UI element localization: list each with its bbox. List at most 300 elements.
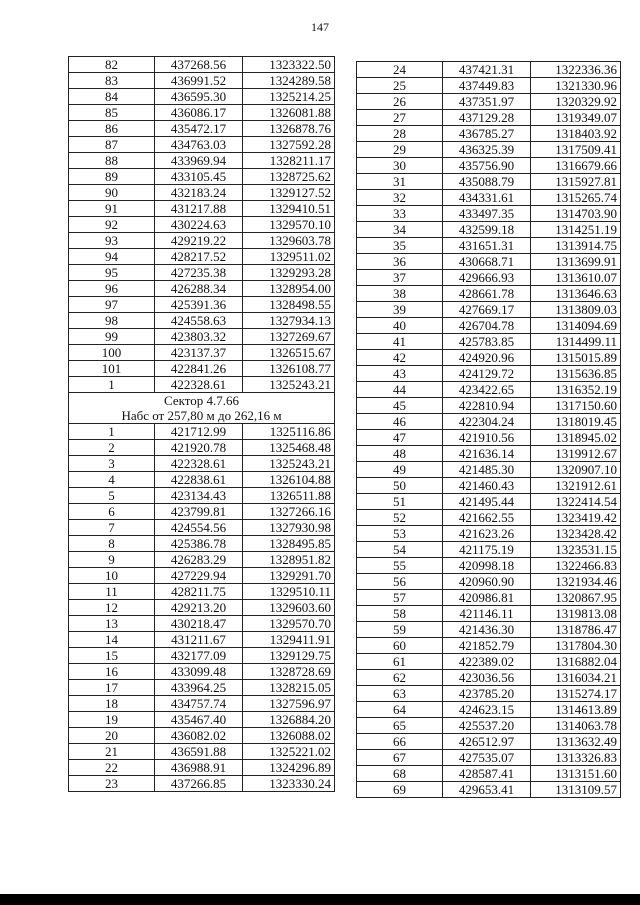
point-number: 9: [69, 552, 155, 568]
point-number: 64: [357, 702, 443, 718]
point-number: 86: [69, 121, 155, 137]
point-number: 83: [69, 73, 155, 89]
point-number: 27: [357, 110, 443, 126]
coordinate-x: 428211.75: [155, 584, 243, 600]
table-row: [357, 174, 621, 190]
coordinate-y: 1322336.36: [531, 62, 621, 78]
coordinate-y: 1326088.02: [243, 728, 335, 744]
point-number: 68: [357, 766, 443, 782]
coordinate-y: 1328728.69: [243, 664, 335, 680]
point-number: 101: [69, 361, 155, 377]
coordinate-x: 421146.11: [443, 606, 531, 622]
coordinate-y: 1323531.15: [531, 542, 621, 558]
coordinate-x: 426288.34: [155, 281, 243, 297]
coordinate-y: 1315265.74: [531, 190, 621, 206]
table-row: [357, 62, 621, 78]
point-number: 94: [69, 249, 155, 265]
scan-bottom-edge: [0, 894, 640, 905]
coordinate-y: 1314251.19: [531, 222, 621, 238]
coordinate-y: 1326884.20: [243, 712, 335, 728]
point-number: 3: [69, 456, 155, 472]
point-number: 100: [69, 345, 155, 361]
coordinate-x: 427535.07: [443, 750, 531, 766]
table-row: [69, 456, 335, 472]
section-title: Сектор 4.7.66: [69, 393, 335, 409]
coordinate-y: 1319912.67: [531, 446, 621, 462]
point-number: 48: [357, 446, 443, 462]
coordinate-x: 424554.56: [155, 520, 243, 536]
point-number: 31: [357, 174, 443, 190]
point-number: 90: [69, 185, 155, 201]
point-number: 89: [69, 169, 155, 185]
point-number: 98: [69, 313, 155, 329]
coordinate-y: 1314613.89: [531, 702, 621, 718]
table-row: [357, 622, 621, 638]
coordinate-x: 425537.20: [443, 718, 531, 734]
table-row: [69, 73, 335, 89]
coordinate-x: 435756.90: [443, 158, 531, 174]
coordinate-x: 428661.78: [443, 286, 531, 302]
coordinate-x: 431211.67: [155, 632, 243, 648]
coordinate-x: 421910.56: [443, 430, 531, 446]
coordinate-y: 1321330.96: [531, 78, 621, 94]
point-number: 22: [69, 760, 155, 776]
coordinate-x: 421662.55: [443, 510, 531, 526]
coordinate-y: 1326515.67: [243, 345, 335, 361]
coordinate-x: 422304.24: [443, 414, 531, 430]
table-row: [69, 584, 335, 600]
table-row: [69, 696, 335, 712]
point-number: 91: [69, 201, 155, 217]
point-number: 61: [357, 654, 443, 670]
table-row: [357, 270, 621, 286]
table-row: [357, 94, 621, 110]
coordinate-y: 1319349.07: [531, 110, 621, 126]
coordinate-x: 430224.63: [155, 217, 243, 233]
point-number: 14: [69, 632, 155, 648]
coordinate-x: 423134.43: [155, 488, 243, 504]
table-row: [69, 57, 335, 73]
table-row: [69, 424, 335, 440]
coordinate-x: 421460.43: [443, 478, 531, 494]
coordinate-x: 430218.47: [155, 616, 243, 632]
point-number: 93: [69, 233, 155, 249]
point-number: 12: [69, 600, 155, 616]
coordinate-y: 1325221.02: [243, 744, 335, 760]
coordinate-y: 1316352.19: [531, 382, 621, 398]
point-number: 32: [357, 190, 443, 206]
coordinate-x: 433099.48: [155, 664, 243, 680]
coordinate-x: 432183.24: [155, 185, 243, 201]
section-subtitle: Набс от 257,80 м до 262,16 м: [69, 408, 335, 424]
coordinate-x: 420986.81: [443, 590, 531, 606]
coordinate-y: 1329570.70: [243, 616, 335, 632]
coordinate-y: 1322414.54: [531, 494, 621, 510]
point-number: 92: [69, 217, 155, 233]
table-row: [69, 297, 335, 313]
coordinate-y: 1320329.92: [531, 94, 621, 110]
point-number: 41: [357, 334, 443, 350]
table-row: [69, 329, 335, 345]
coordinate-y: 1328215.05: [243, 680, 335, 696]
coordinate-y: 1313699.91: [531, 254, 621, 270]
point-number: 47: [357, 430, 443, 446]
table-row: [69, 217, 335, 233]
coordinate-x: 434331.61: [443, 190, 531, 206]
table-row: [357, 542, 621, 558]
point-number: 51: [357, 494, 443, 510]
table-row: [357, 158, 621, 174]
coordinate-y: 1321934.46: [531, 574, 621, 590]
table-row: [69, 89, 335, 105]
coordinate-y: 1325116.86: [243, 424, 335, 440]
table-row: [69, 377, 335, 393]
point-number: 95: [69, 265, 155, 281]
table-row: [69, 520, 335, 536]
point-number: 2: [69, 440, 155, 456]
table-row: [69, 201, 335, 217]
coordinate-x: 429219.22: [155, 233, 243, 249]
table-row: [357, 782, 621, 798]
coordinate-y: 1329129.75: [243, 648, 335, 664]
coordinate-x: 422328.61: [155, 456, 243, 472]
coordinate-x: 423422.65: [443, 382, 531, 398]
table-row: [357, 414, 621, 430]
table-row: [69, 265, 335, 281]
table-row: [357, 78, 621, 94]
point-number: 39: [357, 302, 443, 318]
point-number: 40: [357, 318, 443, 334]
coordinate-x: 427669.17: [443, 302, 531, 318]
coordinate-y: 1321912.61: [531, 478, 621, 494]
coordinate-x: 420960.90: [443, 574, 531, 590]
table-row: [357, 654, 621, 670]
table-row: [69, 744, 335, 760]
table-row: [69, 664, 335, 680]
point-number: 11: [69, 584, 155, 600]
point-number: 24: [357, 62, 443, 78]
table-row: [69, 632, 335, 648]
point-number: 84: [69, 89, 155, 105]
coordinate-x: 435472.17: [155, 121, 243, 137]
coordinate-y: 1328725.62: [243, 169, 335, 185]
coordinate-y: 1323322.50: [243, 57, 335, 73]
table-row: [357, 574, 621, 590]
point-number: 85: [69, 105, 155, 121]
coordinate-y: 1317804.30: [531, 638, 621, 654]
table-row: [69, 121, 335, 137]
point-number: 60: [357, 638, 443, 654]
coordinate-y: 1329603.78: [243, 233, 335, 249]
coordinate-x: 426283.29: [155, 552, 243, 568]
table-row: [357, 110, 621, 126]
coordinate-x: 422328.61: [155, 377, 243, 393]
coordinate-y: 1316882.04: [531, 654, 621, 670]
coordinate-y: 1329411.91: [243, 632, 335, 648]
coordinate-y: 1319813.08: [531, 606, 621, 622]
table-row: [357, 350, 621, 366]
coordinate-x: 437449.83: [443, 78, 531, 94]
table-row: [69, 233, 335, 249]
coordinate-x: 428217.52: [155, 249, 243, 265]
coordinate-y: 1326108.77: [243, 361, 335, 377]
coordinate-y: 1329603.60: [243, 600, 335, 616]
table-row: [69, 648, 335, 664]
table-row: [357, 766, 621, 782]
point-number: 26: [357, 94, 443, 110]
table-row: [69, 472, 335, 488]
coordinate-x: 429653.41: [443, 782, 531, 798]
coordinate-y: 1329410.51: [243, 201, 335, 217]
point-number: 97: [69, 297, 155, 313]
point-number: 62: [357, 670, 443, 686]
table-row: [357, 526, 621, 542]
point-number: 52: [357, 510, 443, 526]
table-row: [357, 254, 621, 270]
coordinate-y: 1329510.11: [243, 584, 335, 600]
coordinate-y: 1313610.07: [531, 270, 621, 286]
coordinate-y: 1314094.69: [531, 318, 621, 334]
coordinate-y: 1329570.10: [243, 217, 335, 233]
coordinate-x: 433497.35: [443, 206, 531, 222]
section-subtitle-row: [69, 408, 335, 424]
point-number: 67: [357, 750, 443, 766]
coordinate-x: 425783.85: [443, 334, 531, 350]
table-row: [357, 334, 621, 350]
table-row: [69, 345, 335, 361]
coordinate-y: 1313632.49: [531, 734, 621, 750]
table-row: [357, 222, 621, 238]
table-row: [69, 185, 335, 201]
coordinate-x: 434757.74: [155, 696, 243, 712]
table-row: [69, 712, 335, 728]
coordinate-x: 436086.17: [155, 105, 243, 121]
point-number: 53: [357, 526, 443, 542]
table-row: [69, 488, 335, 504]
coordinate-y: 1317150.60: [531, 398, 621, 414]
point-number: 35: [357, 238, 443, 254]
coordinate-x: 424920.96: [443, 350, 531, 366]
coordinate-y: 1315636.85: [531, 366, 621, 382]
table-row: [357, 750, 621, 766]
coordinate-y: 1315927.81: [531, 174, 621, 190]
coordinate-y: 1316679.66: [531, 158, 621, 174]
coordinate-x: 423803.32: [155, 329, 243, 345]
point-number: 96: [69, 281, 155, 297]
point-number: 8: [69, 536, 155, 552]
coordinate-y: 1314703.90: [531, 206, 621, 222]
point-number: 37: [357, 270, 443, 286]
table-row: [69, 137, 335, 153]
point-number: 25: [357, 78, 443, 94]
point-number: 7: [69, 520, 155, 536]
point-number: 82: [69, 57, 155, 73]
point-number: 54: [357, 542, 443, 558]
point-number: 23: [69, 776, 155, 792]
coordinate-x: 422841.26: [155, 361, 243, 377]
coordinate-y: 1329511.02: [243, 249, 335, 265]
point-number: 21: [69, 744, 155, 760]
coordinate-x: 436991.52: [155, 73, 243, 89]
coordinate-y: 1329127.52: [243, 185, 335, 201]
coordinate-x: 429213.20: [155, 600, 243, 616]
point-number: 87: [69, 137, 155, 153]
table-row: [69, 313, 335, 329]
coordinate-x: 436785.27: [443, 126, 531, 142]
point-number: 50: [357, 478, 443, 494]
coordinate-x: 422838.61: [155, 472, 243, 488]
coordinate-y: 1328498.55: [243, 297, 335, 313]
coordinate-y: 1314499.11: [531, 334, 621, 350]
point-number: 4: [69, 472, 155, 488]
coordinate-x: 424558.63: [155, 313, 243, 329]
point-number: 66: [357, 734, 443, 750]
coordinate-x: 432177.09: [155, 648, 243, 664]
table-row: [357, 318, 621, 334]
point-number: 17: [69, 680, 155, 696]
table-row: [357, 190, 621, 206]
point-number: 10: [69, 568, 155, 584]
table-row: [69, 281, 335, 297]
table-row: [357, 238, 621, 254]
table-row: [69, 760, 335, 776]
table-row: [69, 153, 335, 169]
coordinate-y: 1327596.97: [243, 696, 335, 712]
table-row: [69, 616, 335, 632]
coordinate-y: 1326878.76: [243, 121, 335, 137]
coordinate-x: 437421.31: [443, 62, 531, 78]
coordinate-y: 1326511.88: [243, 488, 335, 504]
coordinate-y: 1313914.75: [531, 238, 621, 254]
coordinate-x: 437129.28: [443, 110, 531, 126]
point-number: 58: [357, 606, 443, 622]
point-number: 42: [357, 350, 443, 366]
coordinate-y: 1313809.03: [531, 302, 621, 318]
point-number: 99: [69, 329, 155, 345]
coordinate-x: 423799.81: [155, 504, 243, 520]
point-number: 1: [69, 424, 155, 440]
table-row: [357, 494, 621, 510]
point-number: 65: [357, 718, 443, 734]
coordinate-x: 433964.25: [155, 680, 243, 696]
coordinate-y: 1324289.58: [243, 73, 335, 89]
coordinate-x: 421852.79: [443, 638, 531, 654]
coordinate-y: 1318786.47: [531, 622, 621, 638]
table-row: [357, 302, 621, 318]
coordinate-y: 1327592.28: [243, 137, 335, 153]
table-row: [69, 249, 335, 265]
table-row: [357, 142, 621, 158]
point-number: 6: [69, 504, 155, 520]
point-number: 1: [69, 377, 155, 393]
coordinate-x: 437351.97: [443, 94, 531, 110]
table-row: [357, 558, 621, 574]
point-number: 5: [69, 488, 155, 504]
table-row: [357, 446, 621, 462]
coordinate-x: 432599.18: [443, 222, 531, 238]
table-row: [357, 734, 621, 750]
table-row: [357, 702, 621, 718]
coordinate-y: 1329293.28: [243, 265, 335, 281]
table-row: [69, 536, 335, 552]
coordinate-y: 1329291.70: [243, 568, 335, 584]
coordinate-y: 1325243.21: [243, 456, 335, 472]
coordinate-x: 421485.30: [443, 462, 531, 478]
table-row: [357, 606, 621, 622]
coordinate-y: 1318019.45: [531, 414, 621, 430]
coordinate-x: 423785.20: [443, 686, 531, 702]
coordinate-x: 431217.88: [155, 201, 243, 217]
coordinate-y: 1313326.83: [531, 750, 621, 766]
point-number: 36: [357, 254, 443, 270]
table-row: [69, 504, 335, 520]
table-row: [357, 206, 621, 222]
table-row: [69, 600, 335, 616]
coordinate-x: 421495.44: [443, 494, 531, 510]
coordinate-x: 421175.19: [443, 542, 531, 558]
table-row: [357, 398, 621, 414]
coordinate-x: 425391.36: [155, 297, 243, 313]
coordinate-y: 1325468.48: [243, 440, 335, 456]
table-row: [357, 382, 621, 398]
coordinate-x: 420998.18: [443, 558, 531, 574]
coordinate-y: 1313109.57: [531, 782, 621, 798]
table-row: [69, 552, 335, 568]
coordinate-y: 1327930.98: [243, 520, 335, 536]
coordinate-x: 427235.38: [155, 265, 243, 281]
table-row: [69, 568, 335, 584]
point-number: 57: [357, 590, 443, 606]
point-number: 46: [357, 414, 443, 430]
point-number: 45: [357, 398, 443, 414]
coordinate-y: 1327934.13: [243, 313, 335, 329]
coordinate-x: 422389.02: [443, 654, 531, 670]
point-number: 34: [357, 222, 443, 238]
table-row: [357, 718, 621, 734]
point-number: 20: [69, 728, 155, 744]
table-row: [69, 169, 335, 185]
point-number: 49: [357, 462, 443, 478]
coordinate-x: 433105.45: [155, 169, 243, 185]
coordinate-y: 1323428.42: [531, 526, 621, 542]
coordinate-y: 1328495.85: [243, 536, 335, 552]
coordinate-y: 1323330.24: [243, 776, 335, 792]
coordinate-x: 426704.78: [443, 318, 531, 334]
coordinate-x: 421712.99: [155, 424, 243, 440]
point-number: 59: [357, 622, 443, 638]
coordinate-x: 436595.30: [155, 89, 243, 105]
table-row: [357, 590, 621, 606]
point-number: 29: [357, 142, 443, 158]
point-number: 13: [69, 616, 155, 632]
point-number: 33: [357, 206, 443, 222]
coordinate-y: 1313646.63: [531, 286, 621, 302]
coordinate-x: 437268.56: [155, 57, 243, 73]
point-number: 63: [357, 686, 443, 702]
coordinate-x: 436325.39: [443, 142, 531, 158]
coordinate-y: 1323419.42: [531, 510, 621, 526]
table-row: [69, 361, 335, 377]
point-number: 15: [69, 648, 155, 664]
coordinate-x: 436082.02: [155, 728, 243, 744]
table-row: [69, 105, 335, 121]
point-number: 43: [357, 366, 443, 382]
coordinate-x: 425386.78: [155, 536, 243, 552]
coordinate-x: 421920.78: [155, 440, 243, 456]
coordinate-x: 436591.88: [155, 744, 243, 760]
coordinate-x: 435088.79: [443, 174, 531, 190]
coordinate-x: 422810.94: [443, 398, 531, 414]
